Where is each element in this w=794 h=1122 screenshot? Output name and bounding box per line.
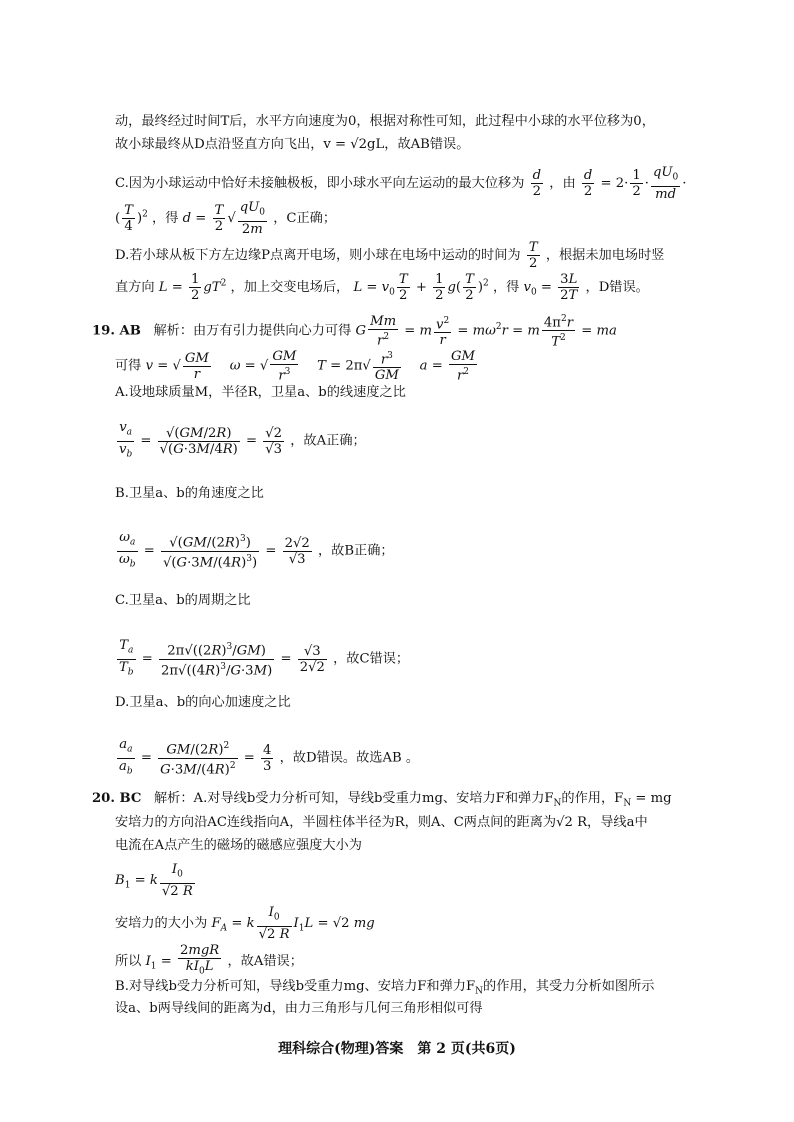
fraction: $\frac{√(GM/2R)}{√(G\cdot 3M/4R)}$ — [159, 425, 238, 457]
fraction: $\frac{T_a}{T_b}$ — [119, 638, 134, 678]
text-fragment: ，故B正确； — [317, 543, 394, 559]
text-line: 电流在A点产生的磁场的磁感应强度大小为 — [115, 838, 362, 853]
question-20-line: 20. BC 解析：A.对导线b受力分析可知，导线b受重力mg、安培力F和弹力$F_N$的作用，$F_N$ = mg — [92, 791, 672, 809]
text-fragment: ，加上交变电场后， — [230, 280, 350, 295]
text-fragment: ，由 — [549, 175, 576, 191]
text-line: $\frac{T_a}{T_b}$ = $\frac{2\pi√((2R)^3/GM)}{2\pi√((4R)^3/G\cdot 3M)}$ = $\frac{√3}{2√2}$ ，故C错误； — [115, 638, 409, 680]
fraction: $\frac{1}{2}$ — [435, 272, 444, 303]
text-fragment: 所以 — [115, 953, 142, 969]
text-fragment: 安培力的大小为 — [115, 915, 208, 931]
fraction: $\frac{\omega_a}{\omega_b}$ — [119, 530, 136, 570]
text-line: C.卫星a、b的周期之比 — [115, 593, 251, 608]
fraction: $\frac{Mm}{r^2}$ — [370, 313, 397, 349]
text-line: 所以 $I_1$ = $\frac{\text{2mgR}}{kI_0L}$ ，故A错误； — [115, 943, 303, 980]
text-line: 动，最终经过时间T后，水平方向速度为0，根据对称性可知，此过程中小球的水平位移为0， — [115, 114, 655, 129]
text-fragment: 解析：由万有引力提供向心力可得 — [153, 323, 352, 339]
text-line: $\frac{\omega_a}{\omega_b}$ = $\frac{√(GM/(2R)^3)}{√(G\cdot 3M/(4R)^3)}$ = $\frac{2√2}{√3}$ ，故B正确； — [115, 530, 394, 572]
text-fragment: ，故D错误。故选AB 。 — [279, 750, 420, 766]
fraction: $\frac{2√2}{√3}$ — [284, 535, 310, 567]
text-line: 可得 v = √ $\frac{GM}{r}$ ω = √ $\frac{GM}{r^3}$ T = 2π√ $\frac{r^3}{GM}$ a = $\frac{GM}{r^2}$ — [115, 349, 476, 384]
question-number: 19. AB — [92, 323, 141, 339]
page-footer: 理科综合(物理)答案 第 2 页(共6页) — [278, 1041, 516, 1057]
text-fragment: D.若小球从板下方左边缘P点离开电场，则小球在电场中运动的时间为 — [115, 248, 521, 263]
fraction: $\frac{√(GM/(2R)^3)}{√(G\cdot 3M/(4R)^3)}$ — [162, 534, 258, 571]
text-fragment: ，故C错误； — [333, 651, 410, 667]
text-line: $\frac{v_a}{v_b}$ = $\frac{√(GM/2R)}{√(G\cdot 3M/4R)}$ = $\frac{√2}{√3}$ ，故A正确； — [115, 420, 366, 462]
fraction: $\frac{1}{2}$ — [190, 272, 200, 303]
text-line: B.卫星a、b的角速度之比 — [115, 486, 264, 501]
text-fragment: ，得 — [492, 280, 520, 295]
text-line: C.因为小球运动中恰好未接触极板，即小球水平向左运动的最大位移为 $\frac{d}{2}$ ，由 $\frac{d}{2}$ = 2· $\frac{1}{2}$ · $\frac{qU_0}{md}$ · — [115, 165, 687, 202]
text-line: 安培力的大小为 $F_A = k$ $\frac{I_0}{√2 R}$ $I_1L = √2$ mg — [115, 905, 375, 942]
fraction: $\frac{T}{2}$ — [398, 272, 408, 303]
fraction: $\frac{√3}{2√2}$ — [299, 643, 325, 675]
fraction: $\frac{T}{2}$ — [214, 202, 224, 234]
fraction: $\frac{GM}{r}$ — [184, 350, 209, 382]
text-fragment: 可得 — [115, 358, 142, 374]
text-line: 直方向 L = $\frac{1}{2}$ $gT^2$ ，加上交变电场后， $L = v_0$ $\frac{T}{2}$ + $\frac{1}{2}$ g( $\frac{T}{2}$ )$^2$ ，得 $v_0$ = $\frac{3L}{2T}$ ，D错误。 — [115, 272, 649, 303]
text-fragment: ，C正确； — [273, 210, 337, 226]
text-fragment: ，得 — [152, 210, 179, 226]
text-line: D.卫星a、b的向心加速度之比 — [115, 695, 291, 710]
text-line — [115, 240, 665, 271]
text-line: ( $\frac{T}{4}$ )$^2$ ，得 d = $\frac{T}{2}$ √ $\frac{qU_0}{2m}$ ，C正确； — [115, 200, 337, 237]
fraction: $\frac{T}{2}$ — [528, 240, 538, 271]
fraction: $\frac{v_a}{v_b}$ — [119, 420, 133, 460]
fraction: $\frac{GM}{r^2}$ — [450, 349, 476, 384]
text-fragment: B.对导线b受力分析可知，导线b受重力mg、安培力F和弹力F — [115, 979, 476, 994]
fraction: $\frac{4\pi^2r}{T^2}$ — [543, 314, 574, 350]
text-line: 设a、b两导线间的距离为d，由力三角形与几何三角形相似可得 — [115, 1001, 483, 1016]
fraction: $\frac{a_a}{a_b}$ — [119, 737, 133, 777]
fraction: $\frac{v^2}{r}$ — [436, 315, 450, 349]
fraction: $\frac{3L}{2T}$ — [560, 272, 578, 303]
text-fragment: ，D错误。 — [585, 280, 649, 295]
text-line: $\frac{a_a}{a_b}$ = $\frac{GM/(2R)^2}{G\cdot 3M/(4R)^2}$ = $\frac{4}{3}$ ，故D错误。故选AB 。 — [115, 737, 419, 779]
fraction: $\frac{d}{2}$ — [532, 167, 542, 199]
text-fragment: 的作用，其受力分析如图所示 — [483, 979, 655, 994]
fraction: $\frac{GM/(2R)^2}{G\cdot 3M/(4R)^2}$ — [160, 741, 236, 778]
question-number: 20. BC — [92, 791, 142, 806]
fraction: $\frac{I_0}{√2 R}$ — [258, 905, 290, 942]
fraction: $\frac{qU_0}{2m}$ — [239, 200, 266, 237]
fraction: $\frac{4}{3}$ — [262, 742, 272, 774]
text-line: $B_1 = k$ $\frac{I_0}{√2 R}$ — [115, 862, 193, 899]
fraction: $\frac{r^3}{GM}$ — [374, 351, 399, 384]
text-line: 安培力的方向沿AC连线指向A，半圆柱体半径为R，则A、C两点间的距离为√2 R，导线a中 — [115, 815, 648, 830]
text-fragment: ，故A正确； — [290, 433, 366, 449]
text-fragment: ，故A错误； — [227, 953, 303, 969]
text-line: B.对导线b受力分析可知，导线b受重力mg、安培力F和弹力$F_N$的作用，其受力分析如图所示 — [115, 979, 655, 997]
text-fragment: 的作用，F — [561, 791, 624, 806]
question-19-line: 19. AB 解析：由万有引力提供向心力可得 G $\frac{Mm}{r^2}$ = m $\frac{v^2}{r}$ = $m\omega^2r = m$ $\frac{4\pi^2r}{T^2}$ = ma — [92, 313, 617, 350]
fraction: $\frac{GM}{r^3}$ — [272, 349, 297, 384]
text-fragment: ，根据未加电场时竖 — [545, 248, 665, 263]
text-fragment: 直方向 — [115, 280, 155, 295]
fraction: $\frac{d}{2}$ — [583, 167, 593, 199]
text-fragment: C.因为小球运动中恰好未接触极板，即小球水平向左运动的最大位移为 — [115, 175, 525, 191]
fraction: $\frac{qU_0}{md}$ — [652, 165, 679, 202]
text-line: A.设地球质量M，半径R，卫星a、b的线速度之比 — [115, 385, 406, 400]
fraction: $\frac{I_0}{√2 R}$ — [161, 862, 193, 899]
text-fragment: 解析：A.对导线b受力分析可知，导线b受重力mg、安培力F和弹力F — [154, 791, 554, 806]
fraction: $\frac{2\pi√((2R)^3/GM)}{2\pi√((4R)^3/G\cdot 3M)}$ — [161, 642, 273, 679]
text-line: 故小球最终从D点沿竖直方向飞出，v = √2gL，故AB错误。 — [115, 137, 470, 152]
fraction: $\frac{T}{4}$ — [124, 202, 133, 234]
text-fragment: = mg — [631, 791, 672, 806]
fraction: $\frac{√2}{√3}$ — [265, 425, 283, 457]
fraction: $\frac{T}{2}$ — [465, 272, 474, 303]
fraction: $\frac{1}{2}$ — [632, 167, 641, 199]
fraction: $\frac{\text{2mgR}}{kI_0L}$ — [179, 943, 220, 977]
